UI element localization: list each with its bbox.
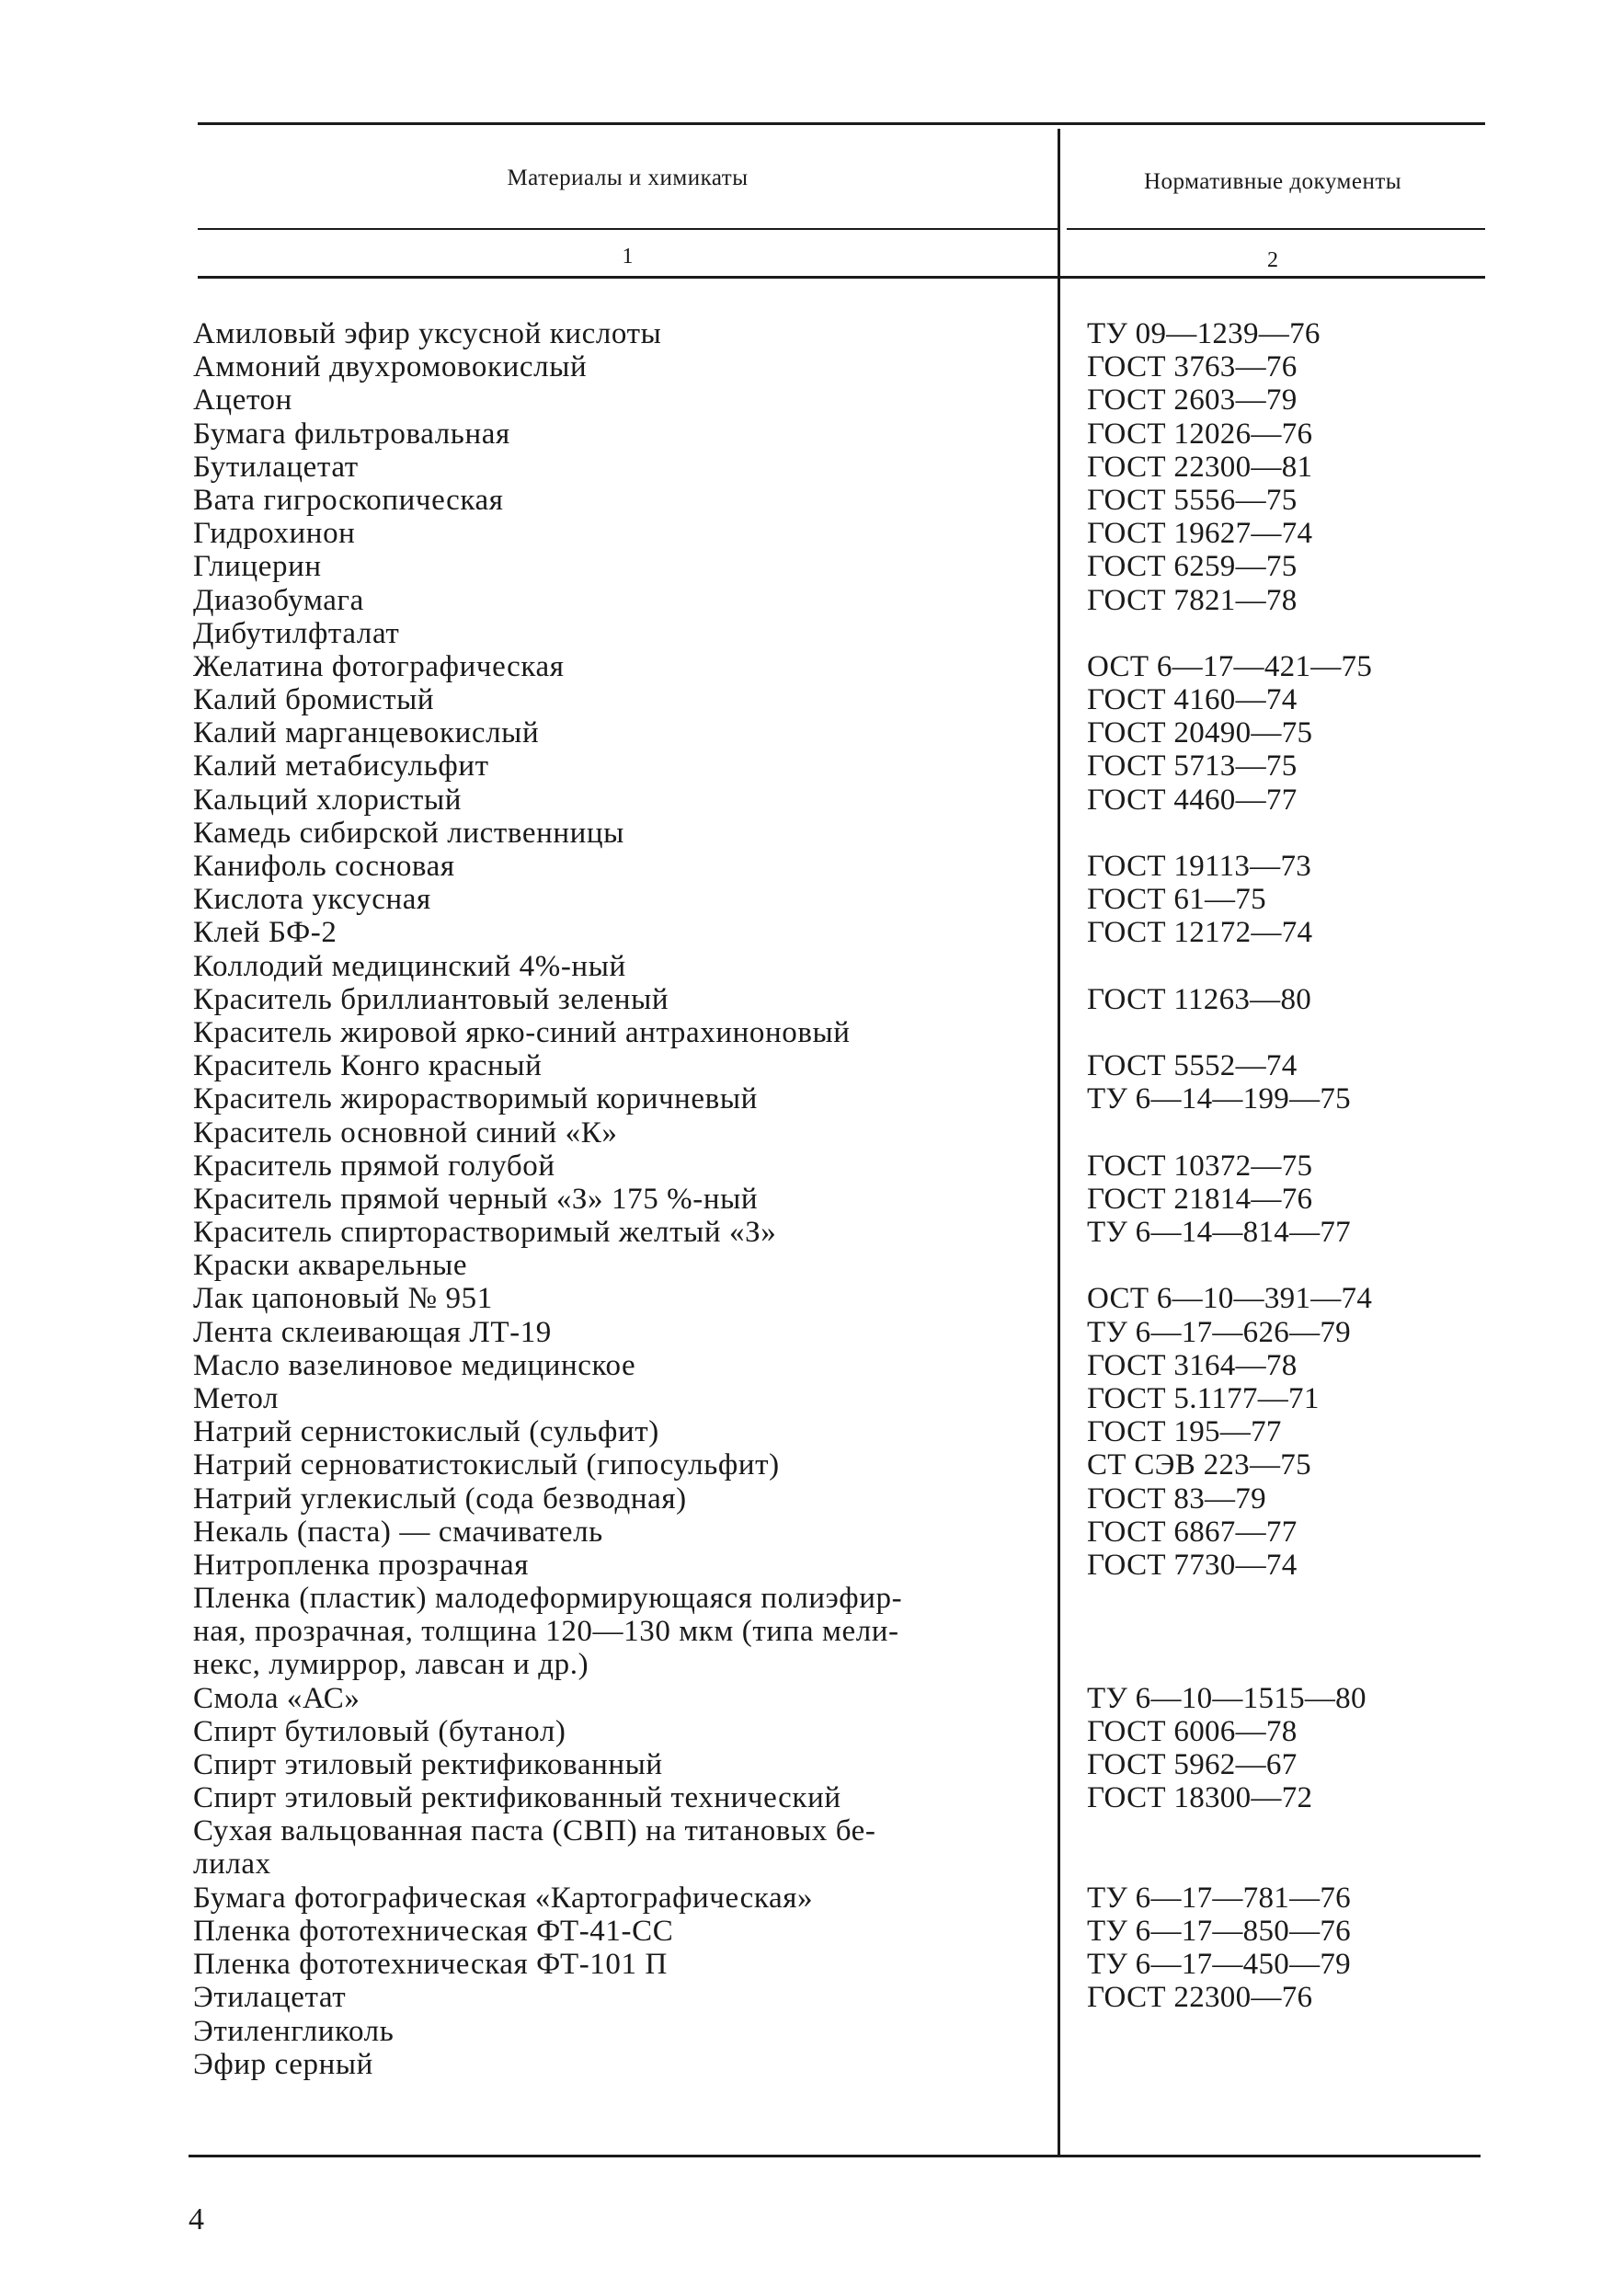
table-row [0,749,1624,783]
material-name: Клей БФ-2 [193,916,337,950]
material-name: Гидрохинон [193,517,356,551]
normative-document: ГОСТ 12026—76 [1087,417,1313,451]
normative-document: ГОСТ 19113—73 [1087,850,1312,883]
material-name: Нитропленка прозрачная [193,1548,529,1582]
table-row [0,1316,1624,1349]
table-row [0,1282,1624,1315]
table-row [0,1349,1624,1382]
material-name: Пленка фототехническая ФТ-101 П [193,1948,668,1982]
material-name: Лента склеивающая ЛТ-19 [193,1315,552,1349]
table-row [0,1715,1624,1748]
table-row [0,383,1624,417]
normative-document: ТУ 6—17—626—79 [1087,1315,1351,1349]
table-row [0,817,1624,850]
column-number-1: 1 [622,245,634,269]
column-number-2: 2 [1267,248,1278,272]
material-name: Краситель бриллиантовый зеленый [193,982,669,1016]
column-header-documents: Нормативные документы [1143,169,1402,194]
table-row [0,1049,1624,1082]
table-row [0,1482,1624,1516]
normative-document: ТУ 6—10—1515—80 [1087,1681,1367,1715]
table-row [0,1448,1624,1481]
table-row [0,2048,1624,2081]
material-name: Камедь сибирской лиственницы [193,816,624,850]
normative-document: ГОСТ 21814—76 [1087,1182,1313,1216]
material-name: Краски акварельные [193,1249,468,1283]
material-name: Краситель Конго красный [193,1049,543,1083]
table-row [0,1748,1624,1781]
column-header-materials: Материалы и химикаты [507,166,749,190]
table-row [0,317,1624,350]
table-row [0,1781,1624,1814]
top-rule [198,122,1485,125]
normative-document: ТУ 6—17—781—76 [1087,1881,1351,1915]
material-name: Кальций хлористый [193,783,462,817]
material-name: Пленка фототехническая ФТ-41-СС [193,1915,674,1949]
material-name: Канифоль сосновая [193,850,455,883]
normative-document: ГОСТ 5962—67 [1087,1748,1298,1782]
normative-document: ГОСТ 5552—74 [1087,1049,1298,1083]
normative-document: ГОСТ 6867—77 [1087,1515,1298,1549]
material-name: Лак цапоновый № 951 [193,1282,493,1316]
material-name: Калий метабисульфит [193,749,489,784]
material-name: Некаль (паста) — смачиватель [193,1515,603,1549]
normative-document: ТУ 09—1239—76 [1087,317,1321,350]
table-row [0,1249,1624,1282]
material-name: Этиленгликоль [193,2014,395,2048]
material-name: Калий бромистый [193,683,435,717]
normative-document: ГОСТ 12172—74 [1087,916,1313,950]
normative-document: ГОСТ 83—79 [1087,1481,1266,1516]
column-number-rule [198,276,1485,279]
normative-document: ГОСТ 195—77 [1087,1415,1282,1449]
normative-document: ГОСТ 11263—80 [1087,982,1312,1016]
normative-document: ГОСТ 18300—72 [1087,1781,1313,1815]
table-row [0,1415,1624,1448]
table-row [0,1150,1624,1183]
material-name: Аммоний двухромовокислый [193,350,588,384]
table-row [0,784,1624,817]
table-row [0,1682,1624,1715]
material-name: Диазобумага [193,583,364,617]
table-row [0,584,1624,617]
material-name: Эфир серный [193,2047,373,2081]
normative-document: ГОСТ 4160—74 [1087,683,1298,717]
normative-document: ГОСТ 7730—74 [1087,1548,1298,1582]
normative-document: ОСТ 6—10—391—74 [1087,1282,1373,1316]
normative-document: ТУ 6—14—814—77 [1087,1216,1351,1250]
table-row [0,1948,1624,1981]
bottom-rule [189,2155,1481,2157]
table-row [0,517,1624,550]
table-row [0,1915,1624,1948]
table-row [0,950,1624,983]
material-name: Краситель прямой черный «З» 175 %-ный [193,1182,759,1216]
normative-document: ГОСТ 2603—79 [1087,383,1298,418]
normative-document: ГОСТ 10372—75 [1087,1149,1313,1183]
normative-document: ТУ 6—14—199—75 [1087,1082,1351,1116]
material-name: Спирт этиловый ректификованный [193,1748,663,1782]
table-row [0,1814,1624,1881]
material-name: Вата гигроскопическая [193,483,504,517]
normative-document: ГОСТ 5713—75 [1087,749,1298,784]
material-name: Кислота уксусная [193,883,431,917]
table-row [0,484,1624,517]
normative-document: ГОСТ 19627—74 [1087,517,1313,551]
material-name: Краситель прямой голубой [193,1149,555,1183]
normative-document: ТУ 6—17—450—79 [1087,1948,1351,1982]
header-divider-left [198,228,1058,230]
table-row [0,1549,1624,1582]
normative-document: ТУ 6—17—850—76 [1087,1915,1351,1949]
material-name: Калий марганцевокислый [193,716,540,750]
material-name: Краситель жирорастворимый коричневый [193,1082,758,1116]
table-row [0,451,1624,484]
table-row [0,617,1624,650]
material-name: Краситель основной синий «К» [193,1115,618,1150]
table-row [0,683,1624,716]
normative-document: ГОСТ 6006—78 [1087,1714,1298,1748]
normative-document: СТ СЭВ 223—75 [1087,1448,1311,1482]
material-name: Коллодий медицинский 4%-ный [193,949,626,983]
material-name: Бутилацетат [193,450,359,484]
materials-table-body [0,317,1624,2081]
table-row [0,1116,1624,1150]
material-name: Натрий сернистокислый (сульфит) [193,1415,659,1449]
normative-document: ГОСТ 22300—81 [1087,450,1313,484]
material-name: Спирт бутиловый (бутанол) [193,1714,566,1748]
material-name: Краситель спирторастворимый желтый «З» [193,1216,777,1250]
normative-document: ГОСТ 3763—76 [1087,350,1298,384]
normative-document: ГОСТ 5.1177—71 [1087,1382,1320,1415]
page-number: 4 [189,2202,204,2237]
material-name: Натрий углекислый (сода безводная) [193,1481,687,1516]
table-row [0,418,1624,451]
material-name: Дибутилфталат [193,616,400,650]
table-row [0,1382,1624,1415]
material-name: Пленка (пластик) малодеформирующаяся полиэфир- ная, прозрачная, толщина 120—130 мкм (типа мели- некс, лумиррор, лавсан и др.) [193,1582,903,1682]
normative-document: ГОСТ 6259—75 [1087,550,1298,584]
material-name: Сухая вальцованная паста (СВП) на титановых бе- лилах [193,1814,876,1882]
table-row [0,1882,1624,1915]
table-row [0,1216,1624,1249]
table-row [0,916,1624,949]
table-row [0,1183,1624,1216]
material-name: Бумага фильтровальная [193,417,510,451]
table-row [0,350,1624,383]
material-name: Метол [193,1382,280,1415]
material-name: Краситель жировой ярко-синий антрахиноновый [193,1015,851,1049]
material-name: Бумага фотографическая «Картографическая» [193,1881,814,1915]
table-row [0,983,1624,1016]
material-name: Спирт этиловый ректификованный технический [193,1781,841,1815]
table-row [0,1016,1624,1049]
table-row [0,650,1624,683]
material-name: Амиловый эфир уксусной кислоты [193,317,662,350]
material-name: Натрий серноватистокислый (гипосульфит) [193,1448,780,1482]
header-divider-right [1067,228,1485,230]
table-row [0,1981,1624,2014]
normative-document: ГОСТ 3164—78 [1087,1348,1298,1382]
normative-document: ОСТ 6—17—421—75 [1087,649,1373,683]
material-name: Желатина фотографическая [193,649,565,683]
normative-document: ГОСТ 20490—75 [1087,716,1313,750]
material-name: Смола «АС» [193,1681,360,1715]
table-row [0,716,1624,749]
table-row [0,2015,1624,2048]
normative-document: ГОСТ 5556—75 [1087,483,1298,517]
normative-document: ГОСТ 4460—77 [1087,783,1298,817]
material-name: Этилацетат [193,1981,347,2015]
table-row [0,883,1624,916]
normative-document: ГОСТ 22300—76 [1087,1981,1313,2015]
material-name: Глицерин [193,550,322,584]
material-name: Ацетон [193,383,292,418]
table-row [0,1082,1624,1115]
table-row [0,1516,1624,1549]
normative-document: ГОСТ 61—75 [1087,883,1266,917]
normative-document: ГОСТ 7821—78 [1087,583,1298,617]
material-name: Масло вазелиновое медицинское [193,1348,636,1382]
table-row [0,550,1624,583]
table-row [0,1582,1624,1682]
table-row [0,850,1624,883]
